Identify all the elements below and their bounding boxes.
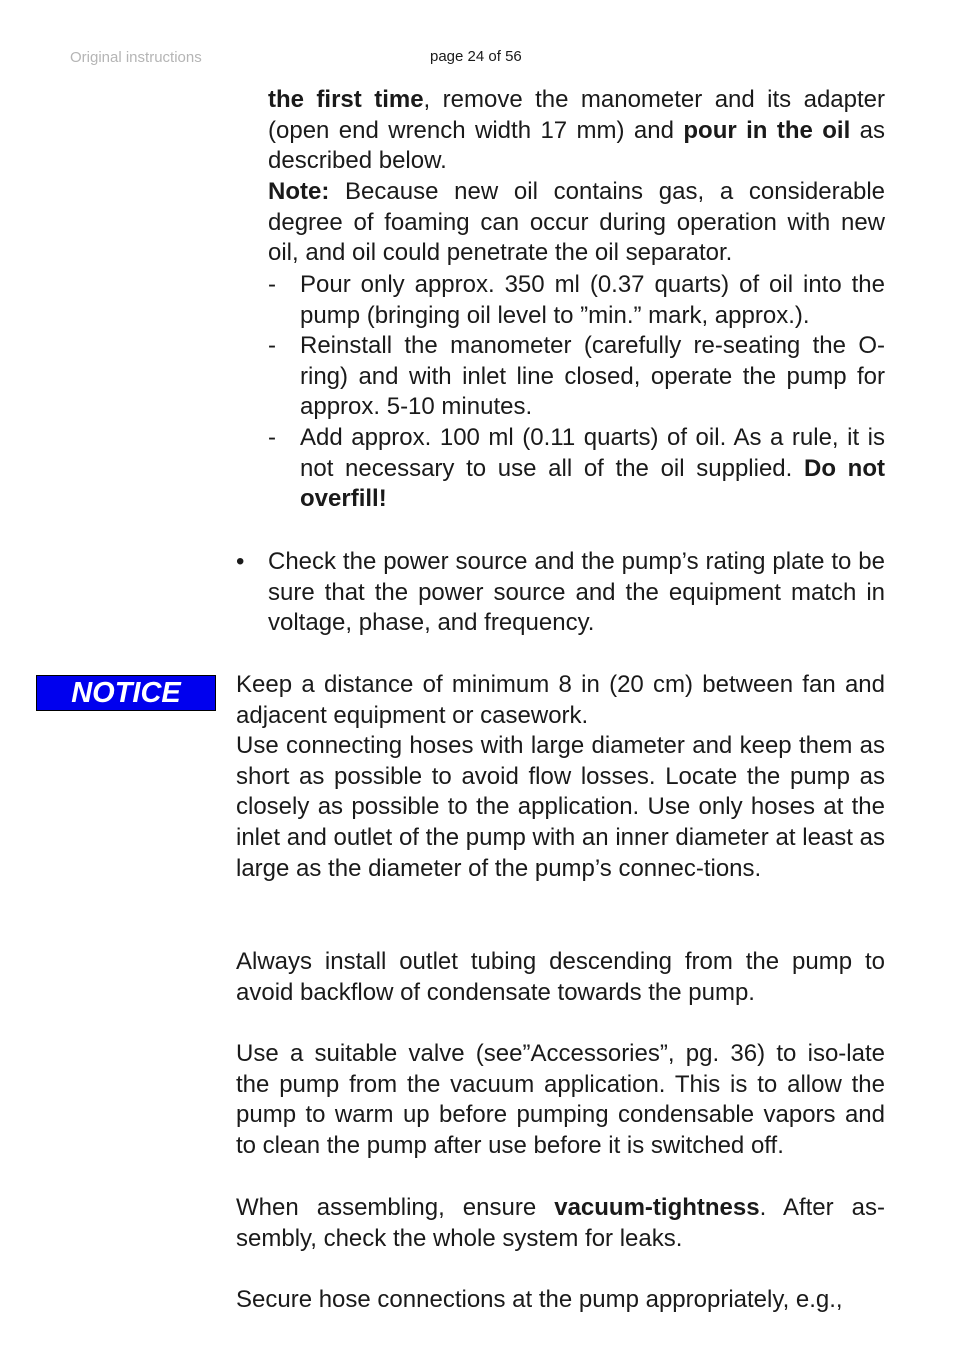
notice-paragraph-secure: Secure hose connections at the pump appropriately, e.g., — [236, 1286, 843, 1313]
step-3-marker: - — [268, 424, 276, 451]
page-number: page 24 of 56 — [430, 48, 522, 65]
assembly-text-2: . After as-sembly, check the whole system for leaks. — [236, 1194, 886, 1252]
bold-first-time: the first time — [268, 86, 424, 113]
step-2-text: Reinstall the manometer (carefully re-seating the O-ring) and with inlet line closed, operate the pump for approx. 5-10 minutes. — [300, 332, 885, 421]
step-3 — [300, 423, 885, 515]
step-3-warning: Do not overfill! — [300, 454, 885, 513]
check-paragraph: Check the power source and the pump’s rating plate to be sure that the power source and the equipment match in voltage, phase, and frequency. — [268, 548, 885, 637]
notice-paragraph-hoses: Use connecting hoses with large diameter and keep them as short as possible to avoid flow losses. Locate the pump as closely as possible to the application. Use only hoses at the inlet and outlet of the pump with an inner diameter at least as large as the diameter of the pump’s connec-tions. — [236, 732, 885, 882]
notice-paragraph-distance: Keep a distance of minimum 8 in (20 cm) between fan and adjacent equipment or casework. — [236, 671, 885, 729]
note-text: Because new oil contains gas, a considerable degree of foaming can occur during operation with new oil, and oil could penetrate the oil separator. — [268, 178, 885, 267]
bold-pour-oil: pour in the oil — [683, 116, 851, 144]
header-document-type: Original instructions — [70, 49, 202, 66]
check-bullet: • — [236, 548, 245, 575]
notice-paragraph-outlet: Always install outlet tubing descending from the pump to avoid backflow of condensate towards the pump. — [236, 948, 885, 1006]
notice-paragraph-assembly — [236, 1193, 885, 1254]
bold-vacuum-tightness: vacuum-tightness — [554, 1194, 760, 1221]
note-label: Note: — [268, 178, 330, 205]
intro-text-2: as described below. — [268, 116, 886, 175]
intro-paragraph — [268, 85, 885, 177]
notice-label: NOTICE — [36, 675, 216, 711]
step-2-marker: - — [268, 332, 276, 359]
step-3-text: Add approx. 100 ml (0.11 quarts) of oil. As a rule, it is not necessary to use all of the oil supplied. — [300, 424, 885, 482]
assembly-text-1: When assembling, ensure — [236, 1194, 555, 1221]
step-1-text: Pour only approx. 350 ml (0.37 quarts) of oil into the pump (bringing oil level to ”min.” mark, approx.). — [300, 271, 885, 329]
intro-text-1: , remove the manometer and its adapter (open end wrench width 17 mm) and — [268, 86, 885, 144]
notice-paragraph-valve: Use a suitable valve (see”Accessories”, pg. 36) to iso-late the pump from the vacuum application. This is to allow the pump to warm up before pumping condensable vapors and to clean the pump after use before it is switched off. — [236, 1040, 885, 1160]
note-paragraph — [268, 177, 885, 269]
step-1-marker: - — [268, 271, 276, 298]
